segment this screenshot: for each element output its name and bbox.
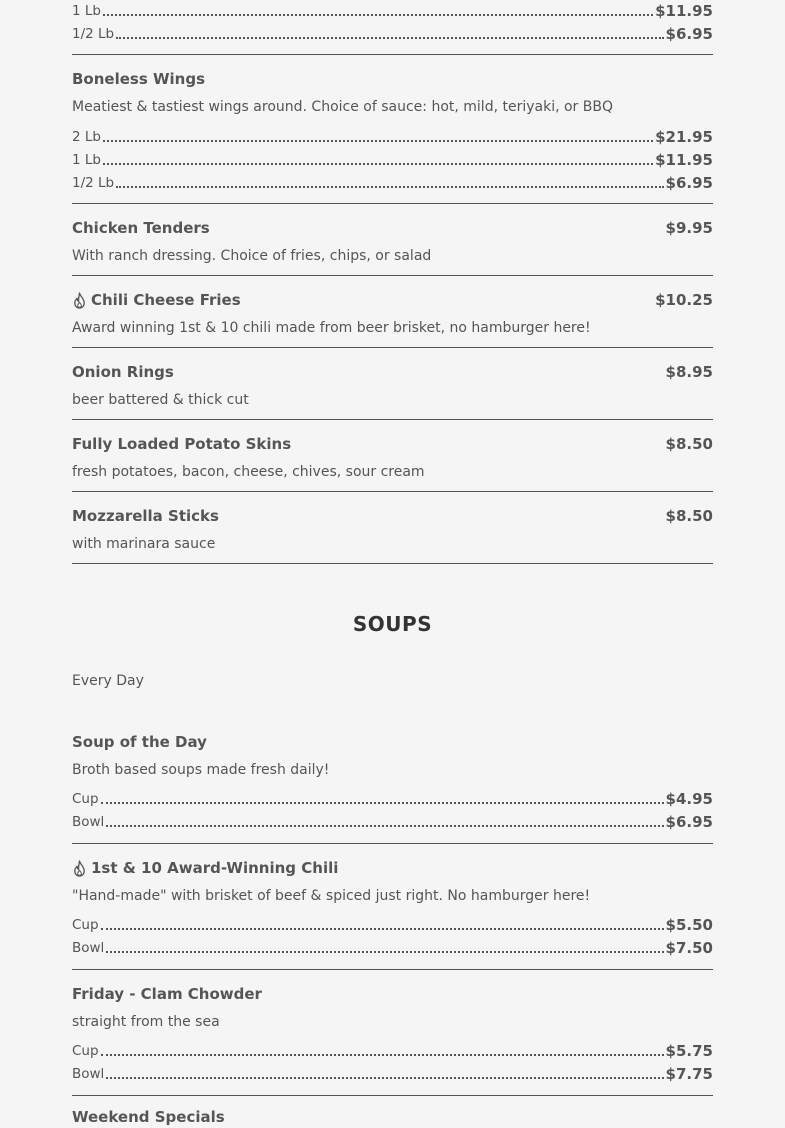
price-line (72, 916, 713, 934)
price: $7.75 (665, 1065, 713, 1083)
size-label: Bowl (72, 940, 105, 956)
price: $11.95 (655, 2, 713, 20)
price: $7.50 (665, 939, 713, 957)
size-label: 1 Lb (72, 152, 101, 168)
divider (72, 275, 713, 276)
size-label: 1/2 Lb (72, 175, 115, 191)
dot-leader (106, 1077, 663, 1079)
size-label: 2 Lb (72, 129, 101, 145)
price-line (72, 151, 713, 169)
price: $6.95 (665, 25, 713, 43)
price: $11.95 (655, 151, 713, 169)
size-label: 1/2 Lb (72, 26, 115, 42)
dot-leader (116, 186, 663, 188)
price-line (72, 1065, 713, 1083)
item-description: Award winning 1st & 10 chili made from beer brisket, no hamburger here! (72, 320, 591, 336)
item-price: $8.50 (665, 435, 713, 453)
size-label: Cup (72, 1043, 99, 1059)
dot-leader (116, 37, 663, 39)
price: $5.75 (665, 1042, 713, 1060)
dot-leader (101, 1054, 664, 1056)
item-name-group (72, 289, 241, 311)
item-price: $10.25 (655, 291, 713, 309)
price-line (72, 1042, 713, 1060)
size-label: 1 Lb (72, 3, 101, 19)
price-line (72, 939, 713, 957)
price-line (72, 174, 713, 192)
item-price: $9.95 (665, 219, 713, 237)
item-name: Friday - Clam Chowder (72, 985, 262, 1003)
item-description: fresh potatoes, bacon, cheese, chives, sour cream (72, 464, 425, 480)
menu-item-title (72, 289, 713, 311)
price: $4.95 (665, 790, 713, 808)
menu-item-title (72, 217, 713, 239)
menu-item-title (72, 505, 713, 527)
flame-icon (72, 292, 87, 309)
menu-item-title (72, 68, 713, 90)
item-description: Meatiest & tastiest wings around. Choice of sauce: hot, mild, teriyaki, or BBQ (72, 99, 613, 115)
size-label: Cup (72, 917, 99, 933)
dot-leader (101, 928, 664, 930)
price: $5.50 (665, 916, 713, 934)
item-name: Fully Loaded Potato Skins (72, 435, 292, 453)
price-line (72, 790, 713, 808)
item-name: Soup of the Day (72, 733, 207, 751)
menu-item-title (72, 731, 713, 753)
item-name: Chicken Tenders (72, 219, 210, 237)
dot-leader (106, 825, 663, 827)
item-name: Mozzarella Sticks (72, 507, 219, 525)
price: $6.95 (665, 813, 713, 831)
menu-item-title (72, 361, 713, 383)
flame-icon (72, 860, 87, 877)
item-description: With ranch dressing. Choice of fries, chips, or salad (72, 248, 432, 264)
item-description: Broth based soups made fresh daily! (72, 762, 330, 778)
price: $6.95 (665, 174, 713, 192)
item-name-group (72, 857, 338, 879)
item-description: beer battered & thick cut (72, 392, 249, 408)
size-label: Cup (72, 791, 99, 807)
divider (72, 54, 713, 55)
item-name: Weekend Specials (72, 1108, 225, 1126)
size-label: Bowl (72, 814, 105, 830)
price-line (72, 813, 713, 831)
item-price: $8.50 (665, 507, 713, 525)
item-name: Boneless Wings (72, 70, 206, 88)
section-title: SOUPS (352, 612, 433, 636)
menu-item-title (72, 857, 713, 879)
dot-leader (101, 802, 664, 804)
menu-item-title (72, 1106, 713, 1128)
price-line (72, 25, 713, 43)
section-note: Every Day (72, 673, 144, 689)
price-line (72, 2, 713, 20)
item-description: straight from the sea (72, 1014, 220, 1030)
divider (72, 419, 713, 420)
divider (72, 347, 713, 348)
menu-item-title (72, 983, 713, 1005)
divider (72, 1095, 713, 1096)
divider (72, 491, 713, 492)
dot-leader (103, 14, 653, 16)
divider (72, 843, 713, 844)
menu-item-title (72, 433, 713, 455)
price-line (72, 128, 713, 146)
divider (72, 969, 713, 970)
dot-leader (106, 951, 663, 953)
item-name: Chili Cheese Fries (91, 291, 241, 309)
price: $21.95 (655, 128, 713, 146)
size-label: Bowl (72, 1066, 105, 1082)
item-name: 1st & 10 Award-Winning Chili (91, 859, 339, 877)
divider (72, 203, 713, 204)
dot-leader (103, 163, 653, 165)
item-description: with marinara sauce (72, 536, 216, 552)
divider (72, 563, 713, 564)
item-price: $8.95 (665, 363, 713, 381)
dot-leader (103, 140, 653, 142)
item-description: "Hand-made" with brisket of beef & spiced just right. No hamburger here! (72, 888, 591, 904)
item-name: Onion Rings (72, 363, 174, 381)
